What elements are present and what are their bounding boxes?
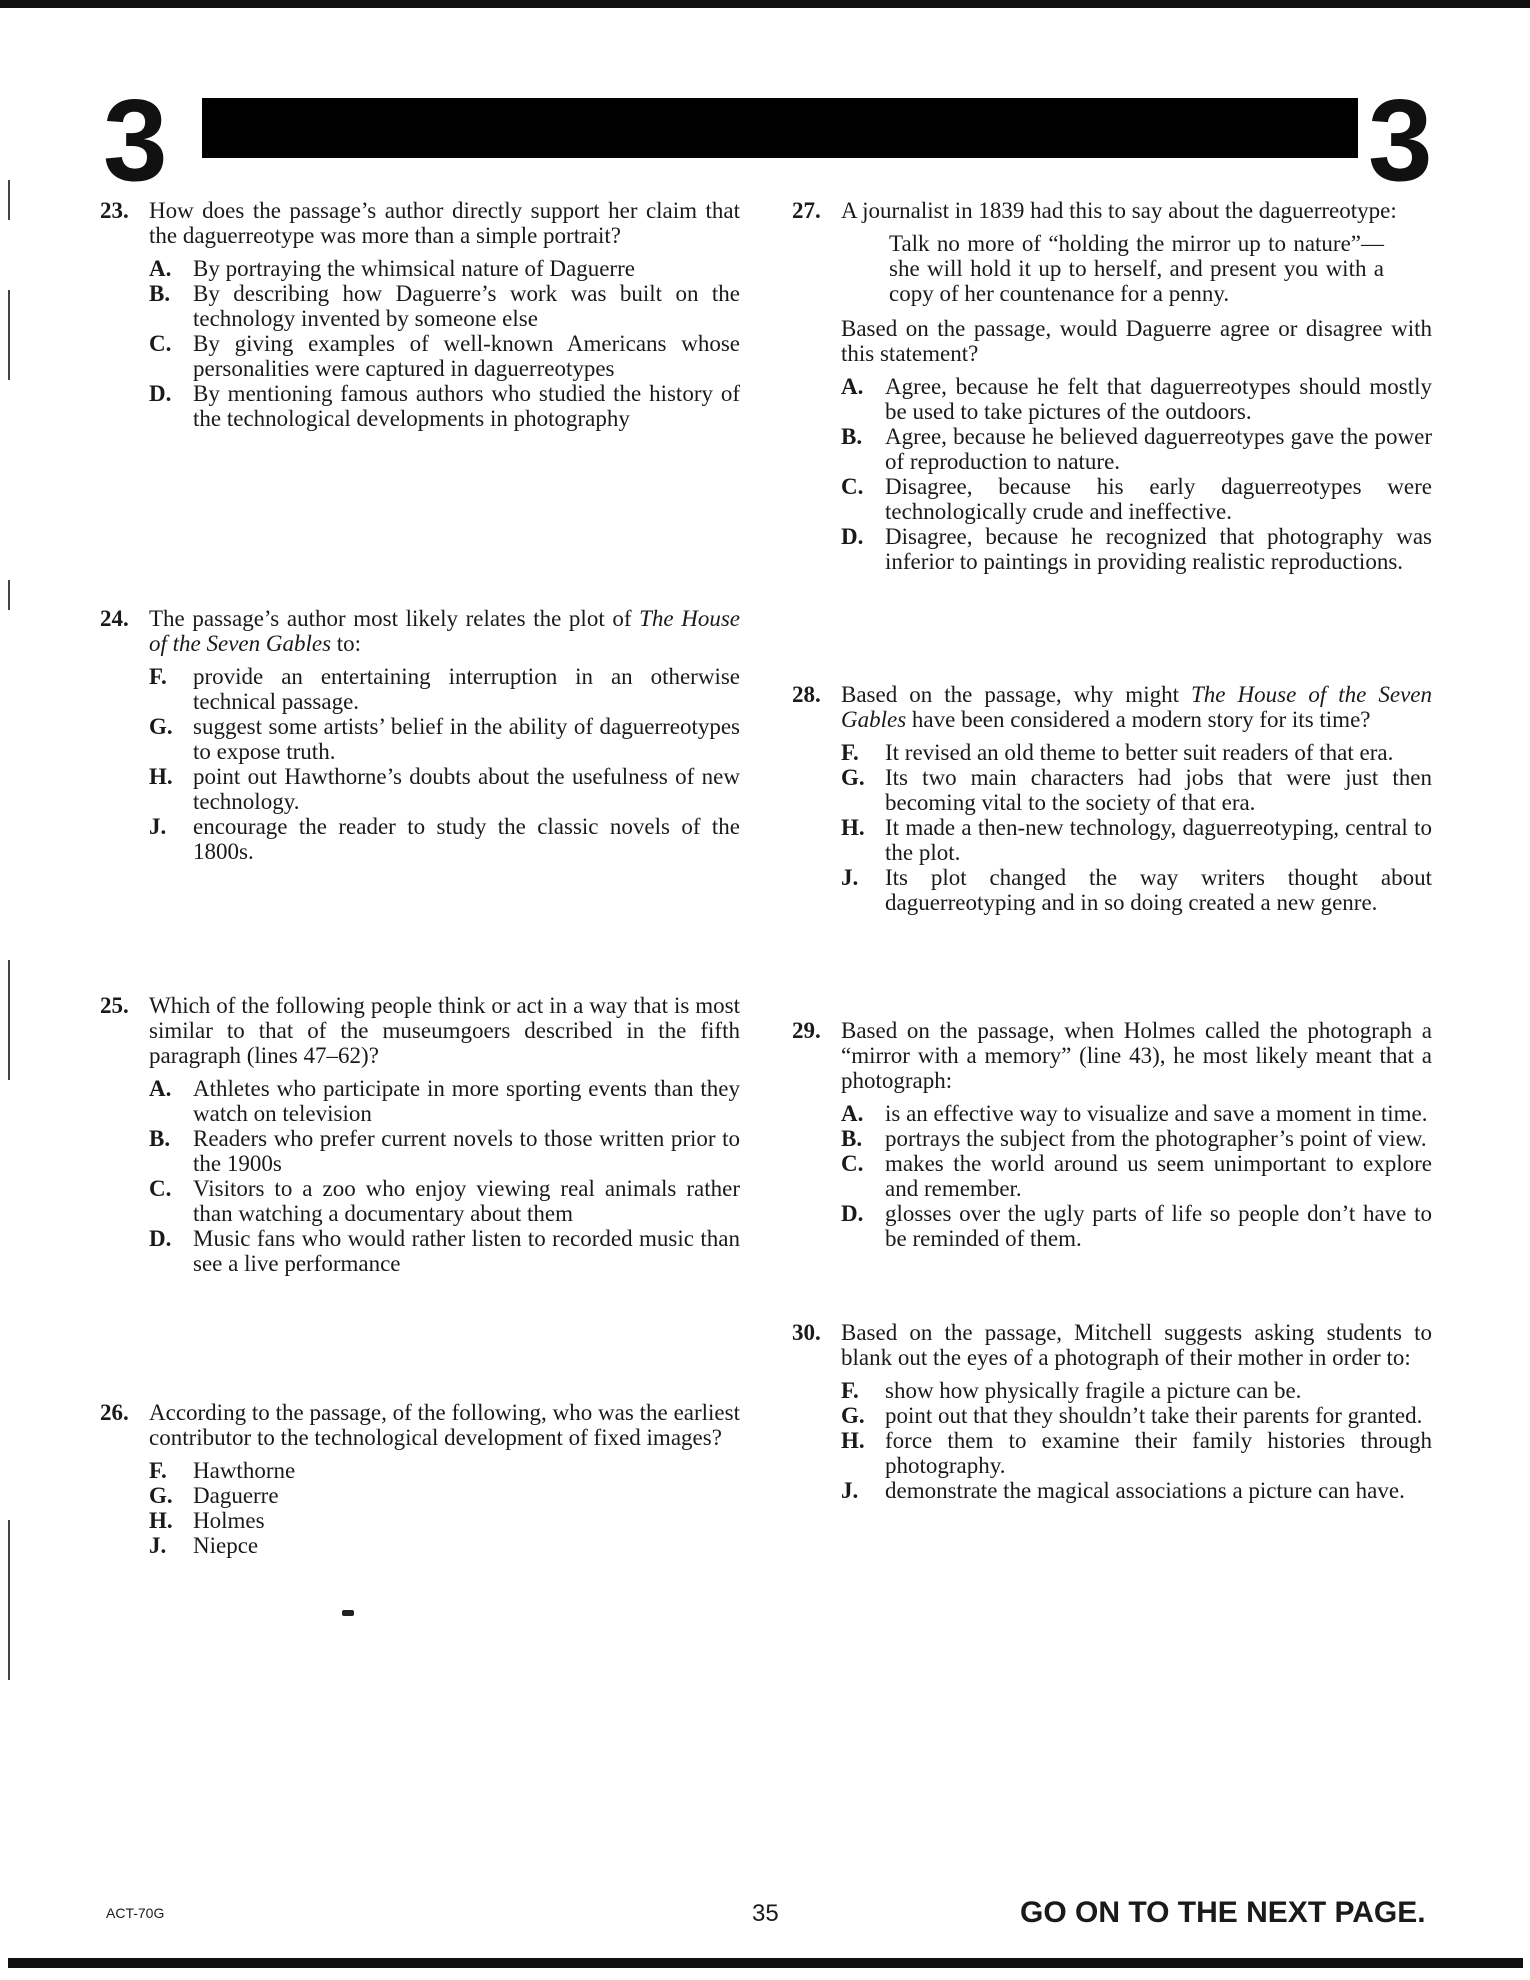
answer-option-f[interactable] xyxy=(149,1458,740,1483)
option-letter: B. xyxy=(149,1126,171,1151)
question-30 xyxy=(792,1320,1432,1503)
option-letter: H. xyxy=(149,1508,173,1533)
answer-options xyxy=(792,740,1432,915)
option-letter: J. xyxy=(149,1533,167,1558)
question-followup: Based on the passage, would Daguerre agree or disagree with this statement? xyxy=(841,316,1432,366)
option-text: Visitors to a zoo who enjoy viewing real animals rather than watching a documentary about them xyxy=(193,1176,740,1226)
section-number-left: 3 xyxy=(103,75,168,205)
answer-option-b[interactable] xyxy=(149,1126,740,1176)
answer-option-b[interactable] xyxy=(149,281,740,331)
answer-option-c[interactable] xyxy=(149,331,740,381)
question-stem: According to the passage, of the following, who was the earliest contributor to the technological development of fixed images? xyxy=(149,1400,740,1450)
question-24 xyxy=(100,606,740,864)
answer-option-g[interactable] xyxy=(841,765,1432,815)
option-text: It made a then-new technology, daguerreotyping, central to the plot. xyxy=(885,815,1432,865)
option-text: Agree, because he believed daguerreotypes gave the power of reproduction to nature. xyxy=(885,424,1432,474)
option-text: point out Hawthorne’s doubts about the usefulness of new technology. xyxy=(193,764,740,814)
answer-options xyxy=(792,1101,1432,1251)
bottom-rule xyxy=(8,1958,1523,1968)
question-number: 30. xyxy=(792,1320,821,1345)
answer-option-j[interactable] xyxy=(149,1533,740,1558)
answer-option-c[interactable] xyxy=(149,1176,740,1226)
question-stem xyxy=(841,682,1432,732)
question-stem xyxy=(149,606,740,656)
form-code: ACT-70G xyxy=(106,1905,165,1921)
option-letter: D. xyxy=(841,524,864,549)
option-text: force them to examine their family histories through photography. xyxy=(885,1428,1432,1478)
answer-option-h[interactable] xyxy=(149,764,740,814)
answer-options xyxy=(792,1378,1432,1503)
option-text: By portraying the whimsical nature of Daguerre xyxy=(193,256,635,281)
answer-option-d[interactable] xyxy=(841,1201,1432,1251)
section-number-right: 3 xyxy=(1368,75,1433,205)
answer-option-j[interactable] xyxy=(841,865,1432,915)
option-text: provide an entertaining interruption in an otherwise technical passage. xyxy=(193,664,740,714)
option-letter: B. xyxy=(841,1126,863,1151)
stem-text-start: The passage’s author most likely relates the plot of xyxy=(149,606,640,631)
option-letter: G. xyxy=(149,714,173,739)
option-letter: H. xyxy=(841,1428,865,1453)
answer-option-g[interactable] xyxy=(149,714,740,764)
option-letter: D. xyxy=(841,1201,864,1226)
question-stem: Based on the passage, Mitchell suggests asking students to blank out the eyes of a photograph of their mother in order to: xyxy=(841,1320,1432,1370)
ink-smudge xyxy=(342,1610,354,1616)
answer-options xyxy=(100,1458,740,1558)
option-text: Niepce xyxy=(193,1533,259,1558)
option-letter: F. xyxy=(841,1378,859,1403)
section-header-bar xyxy=(202,98,1358,158)
option-letter: F. xyxy=(841,740,859,765)
journalist-quote: Talk no more of “holding the mirror up to nature”—she will hold it up to herself, and present you with a copy of her countenance for a penny. xyxy=(889,231,1384,306)
question-number: 26. xyxy=(100,1400,129,1425)
question-number: 27. xyxy=(792,198,821,223)
option-text: point out that they shouldn’t take their parents for granted. xyxy=(885,1403,1423,1428)
option-letter: C. xyxy=(149,331,172,356)
answer-option-d[interactable] xyxy=(149,1226,740,1276)
option-letter: A. xyxy=(149,1076,172,1101)
option-text: By mentioning famous authors who studied the history of the technological developments in photography xyxy=(193,381,740,431)
question-26 xyxy=(100,1400,740,1558)
question-stem: A journalist in 1839 had this to say about the daguerreotype: xyxy=(841,198,1397,223)
answer-option-j[interactable] xyxy=(841,1478,1432,1503)
answer-option-g[interactable] xyxy=(149,1483,740,1508)
go-on-next-page[interactable]: GO ON TO THE NEXT PAGE. xyxy=(1020,1896,1426,1929)
option-text: portrays the subject from the photographer’s point of view. xyxy=(885,1126,1427,1151)
question-23 xyxy=(100,198,740,431)
question-25 xyxy=(100,993,740,1276)
option-text: Hawthorne xyxy=(193,1458,296,1483)
option-letter: F. xyxy=(149,1458,167,1483)
margin-scan-marks xyxy=(8,180,12,1680)
answer-option-h[interactable] xyxy=(841,815,1432,865)
answer-option-d[interactable] xyxy=(149,381,740,431)
option-letter: A. xyxy=(149,256,172,281)
answer-option-g[interactable] xyxy=(841,1403,1432,1428)
novel-title: The House of the Seven Gables xyxy=(841,682,1432,732)
novel-title: The House of the Seven Gables xyxy=(149,606,740,656)
option-letter: C. xyxy=(841,1151,864,1176)
option-letter: C. xyxy=(149,1176,172,1201)
option-text: Holmes xyxy=(193,1508,265,1533)
question-stem: Based on the passage, when Holmes called the photograph a “mirror with a memory” (line 43), he most likely meant that a photograph: xyxy=(841,1018,1432,1093)
option-text: is an effective way to visualize and save a moment in time. xyxy=(885,1101,1428,1126)
option-text: demonstrate the magical associations a picture can have. xyxy=(885,1478,1405,1503)
option-letter: J. xyxy=(841,1478,859,1503)
question-number: 29. xyxy=(792,1018,821,1043)
answer-option-d[interactable] xyxy=(841,524,1432,574)
answer-option-a[interactable] xyxy=(149,1076,740,1126)
option-letter: D. xyxy=(149,1226,172,1251)
stem-text-start: Based on the passage, why might xyxy=(841,682,1192,707)
option-text: show how physically fragile a picture can be. xyxy=(885,1378,1302,1403)
option-letter: G. xyxy=(841,765,865,790)
answer-options xyxy=(100,664,740,864)
option-text: By giving examples of well-known Americans whose personalities were captured in daguerreotypes xyxy=(193,331,740,381)
page-number: 35 xyxy=(752,1900,779,1927)
option-text: Its two main characters had jobs that were just then becoming vital to the society of that era. xyxy=(885,765,1432,815)
question-28 xyxy=(792,682,1432,915)
option-text: Music fans who would rather listen to recorded music than see a live performance xyxy=(193,1226,740,1276)
option-letter: A. xyxy=(841,1101,864,1126)
answer-option-f[interactable] xyxy=(149,664,740,714)
top-rule xyxy=(0,0,1530,8)
question-number: 28. xyxy=(792,682,821,707)
option-letter: J. xyxy=(149,814,167,839)
option-letter: J. xyxy=(841,865,859,890)
answer-option-a[interactable] xyxy=(841,374,1432,424)
stem-text-end: have been considered a modern story for its time? xyxy=(906,707,1371,732)
option-text: encourage the reader to study the classic novels of the 1800s. xyxy=(193,814,740,864)
answer-option-a[interactable] xyxy=(149,256,740,281)
option-letter: D. xyxy=(149,381,172,406)
option-text: Athletes who participate in more sporting events than they watch on television xyxy=(193,1076,740,1126)
option-text: By describing how Daguerre’s work was built on the technology invented by someone else xyxy=(193,281,740,331)
answer-options xyxy=(792,374,1432,574)
option-text: makes the world around us seem unimportant to explore and remember. xyxy=(885,1151,1432,1201)
option-text: suggest some artists’ belief in the ability of daguerreotypes to expose truth. xyxy=(193,714,740,764)
question-27 xyxy=(792,198,1432,574)
question-number: 25. xyxy=(100,993,129,1018)
option-text: Readers who prefer current novels to those written prior to the 1900s xyxy=(193,1126,740,1176)
option-text: Daguerre xyxy=(193,1483,279,1508)
option-text: Disagree, because his early daguerreotypes were technologically crude and ineffective. xyxy=(885,474,1432,524)
option-letter: G. xyxy=(841,1403,865,1428)
option-letter: G. xyxy=(149,1483,173,1508)
answer-option-b[interactable] xyxy=(841,1126,1432,1151)
answer-option-a[interactable] xyxy=(841,1101,1432,1126)
answer-option-f[interactable] xyxy=(841,1378,1432,1403)
question-number: 23. xyxy=(100,198,129,223)
option-letter: H. xyxy=(149,764,173,789)
option-text: Agree, because he felt that daguerreotypes should mostly be used to take pictures of the outdoors. xyxy=(885,374,1432,424)
option-letter: B. xyxy=(841,424,863,449)
question-stem: Which of the following people think or act in a way that is most similar to that of the museumgoers described in the fifth paragraph (lines 47–62)? xyxy=(149,993,740,1068)
answer-option-c[interactable] xyxy=(841,1151,1432,1201)
option-letter: F. xyxy=(149,664,167,689)
option-text: glosses over the ugly parts of life so people don’t have to be reminded of them. xyxy=(885,1201,1432,1251)
answer-option-j[interactable] xyxy=(149,814,740,864)
question-number: 24. xyxy=(100,606,129,631)
question-stem: How does the passage’s author directly support her claim that the daguerreotype was more than a simple portrait? xyxy=(149,198,740,248)
option-letter: B. xyxy=(149,281,171,306)
option-letter: H. xyxy=(841,815,865,840)
option-letter: A. xyxy=(841,374,864,399)
option-letter: C. xyxy=(841,474,864,499)
answer-options xyxy=(100,256,740,431)
stem-text-end: to: xyxy=(331,631,362,656)
answer-option-h[interactable] xyxy=(149,1508,740,1533)
question-29 xyxy=(792,1018,1432,1251)
option-text: It revised an old theme to better suit readers of that era. xyxy=(885,740,1394,765)
answer-options xyxy=(100,1076,740,1276)
answer-option-b[interactable] xyxy=(841,424,1432,474)
option-text: Its plot changed the way writers thought about daguerreotyping and in so doing created a new genre. xyxy=(885,865,1432,915)
answer-option-h[interactable] xyxy=(841,1428,1432,1478)
answer-option-c[interactable] xyxy=(841,474,1432,524)
option-text: Disagree, because he recognized that photography was inferior to paintings in providing realistic reproductions. xyxy=(885,524,1432,574)
answer-option-f[interactable] xyxy=(841,740,1432,765)
